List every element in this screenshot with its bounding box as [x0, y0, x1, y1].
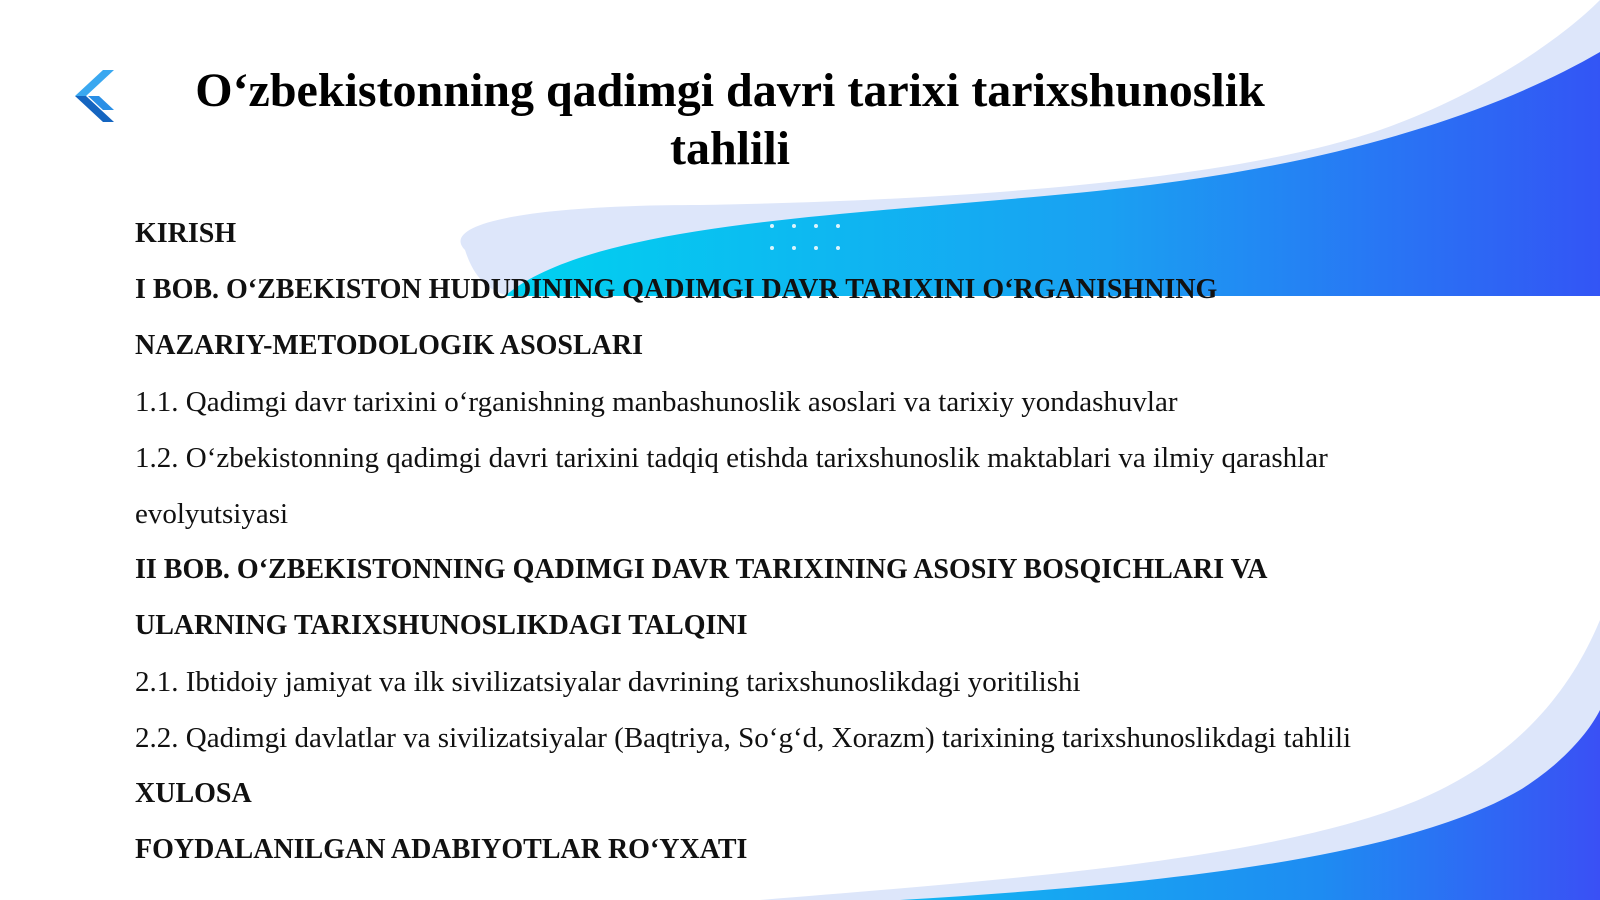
chevron-logo-icon — [74, 70, 118, 122]
slide-title-line2: tahlili — [669, 122, 791, 175]
toc-item: NAZARIY-METODOLOGIK ASOSLARI — [135, 330, 644, 361]
toc-item: KIRISH — [135, 218, 237, 249]
toc-item: II BOB. O‘ZBEKISTONNING QADIMGI DAVR TARIXINING ASOSIY BOSQICHLARI VA — [135, 554, 1268, 585]
slide-title-line1: O‘zbekistonning qadimgi davri tarixi tarixshunoslik — [195, 64, 1265, 117]
toc-item: 1.1. Qadimgi davr tarixini o‘rganishning manbashunoslik asoslari va tarixiy yondashuvlar — [135, 386, 1178, 418]
toc-item: ULARNING TARIXSHUNOSLIKDAGI TALQINI — [135, 610, 748, 641]
toc-item: 2.2. Qadimgi davlatlar va sivilizatsiyalar (Baqtriya, So‘g‘d, Xorazm) tarixining tarixshunoslikdagi tahlili — [135, 722, 1352, 754]
toc-item: evolyutsiyasi — [135, 498, 289, 530]
slide-title — [150, 62, 1310, 178]
toc-item: 2.1. Ibtidoiy jamiyat va ilk sivilizatsiyalar davrining tarixshunoslikdagi yoritilishi — [135, 666, 1081, 698]
toc-item: FOYDALANILGAN ADABIYOTLAR RO‘YXATI — [135, 834, 748, 865]
toc-item: XULOSA — [135, 778, 252, 809]
toc-item: 1.2. O‘zbekistonning qadimgi davri tarixini tadqiq etishda tarixshunoslik maktablari va ilmiy qarashlar — [135, 442, 1328, 474]
table-of-contents — [135, 206, 1565, 878]
toc-item: I BOB. O‘ZBEKISTON HUDUDINING QADIMGI DAVR TARIXINI O‘RGANISHNING — [135, 274, 1218, 305]
